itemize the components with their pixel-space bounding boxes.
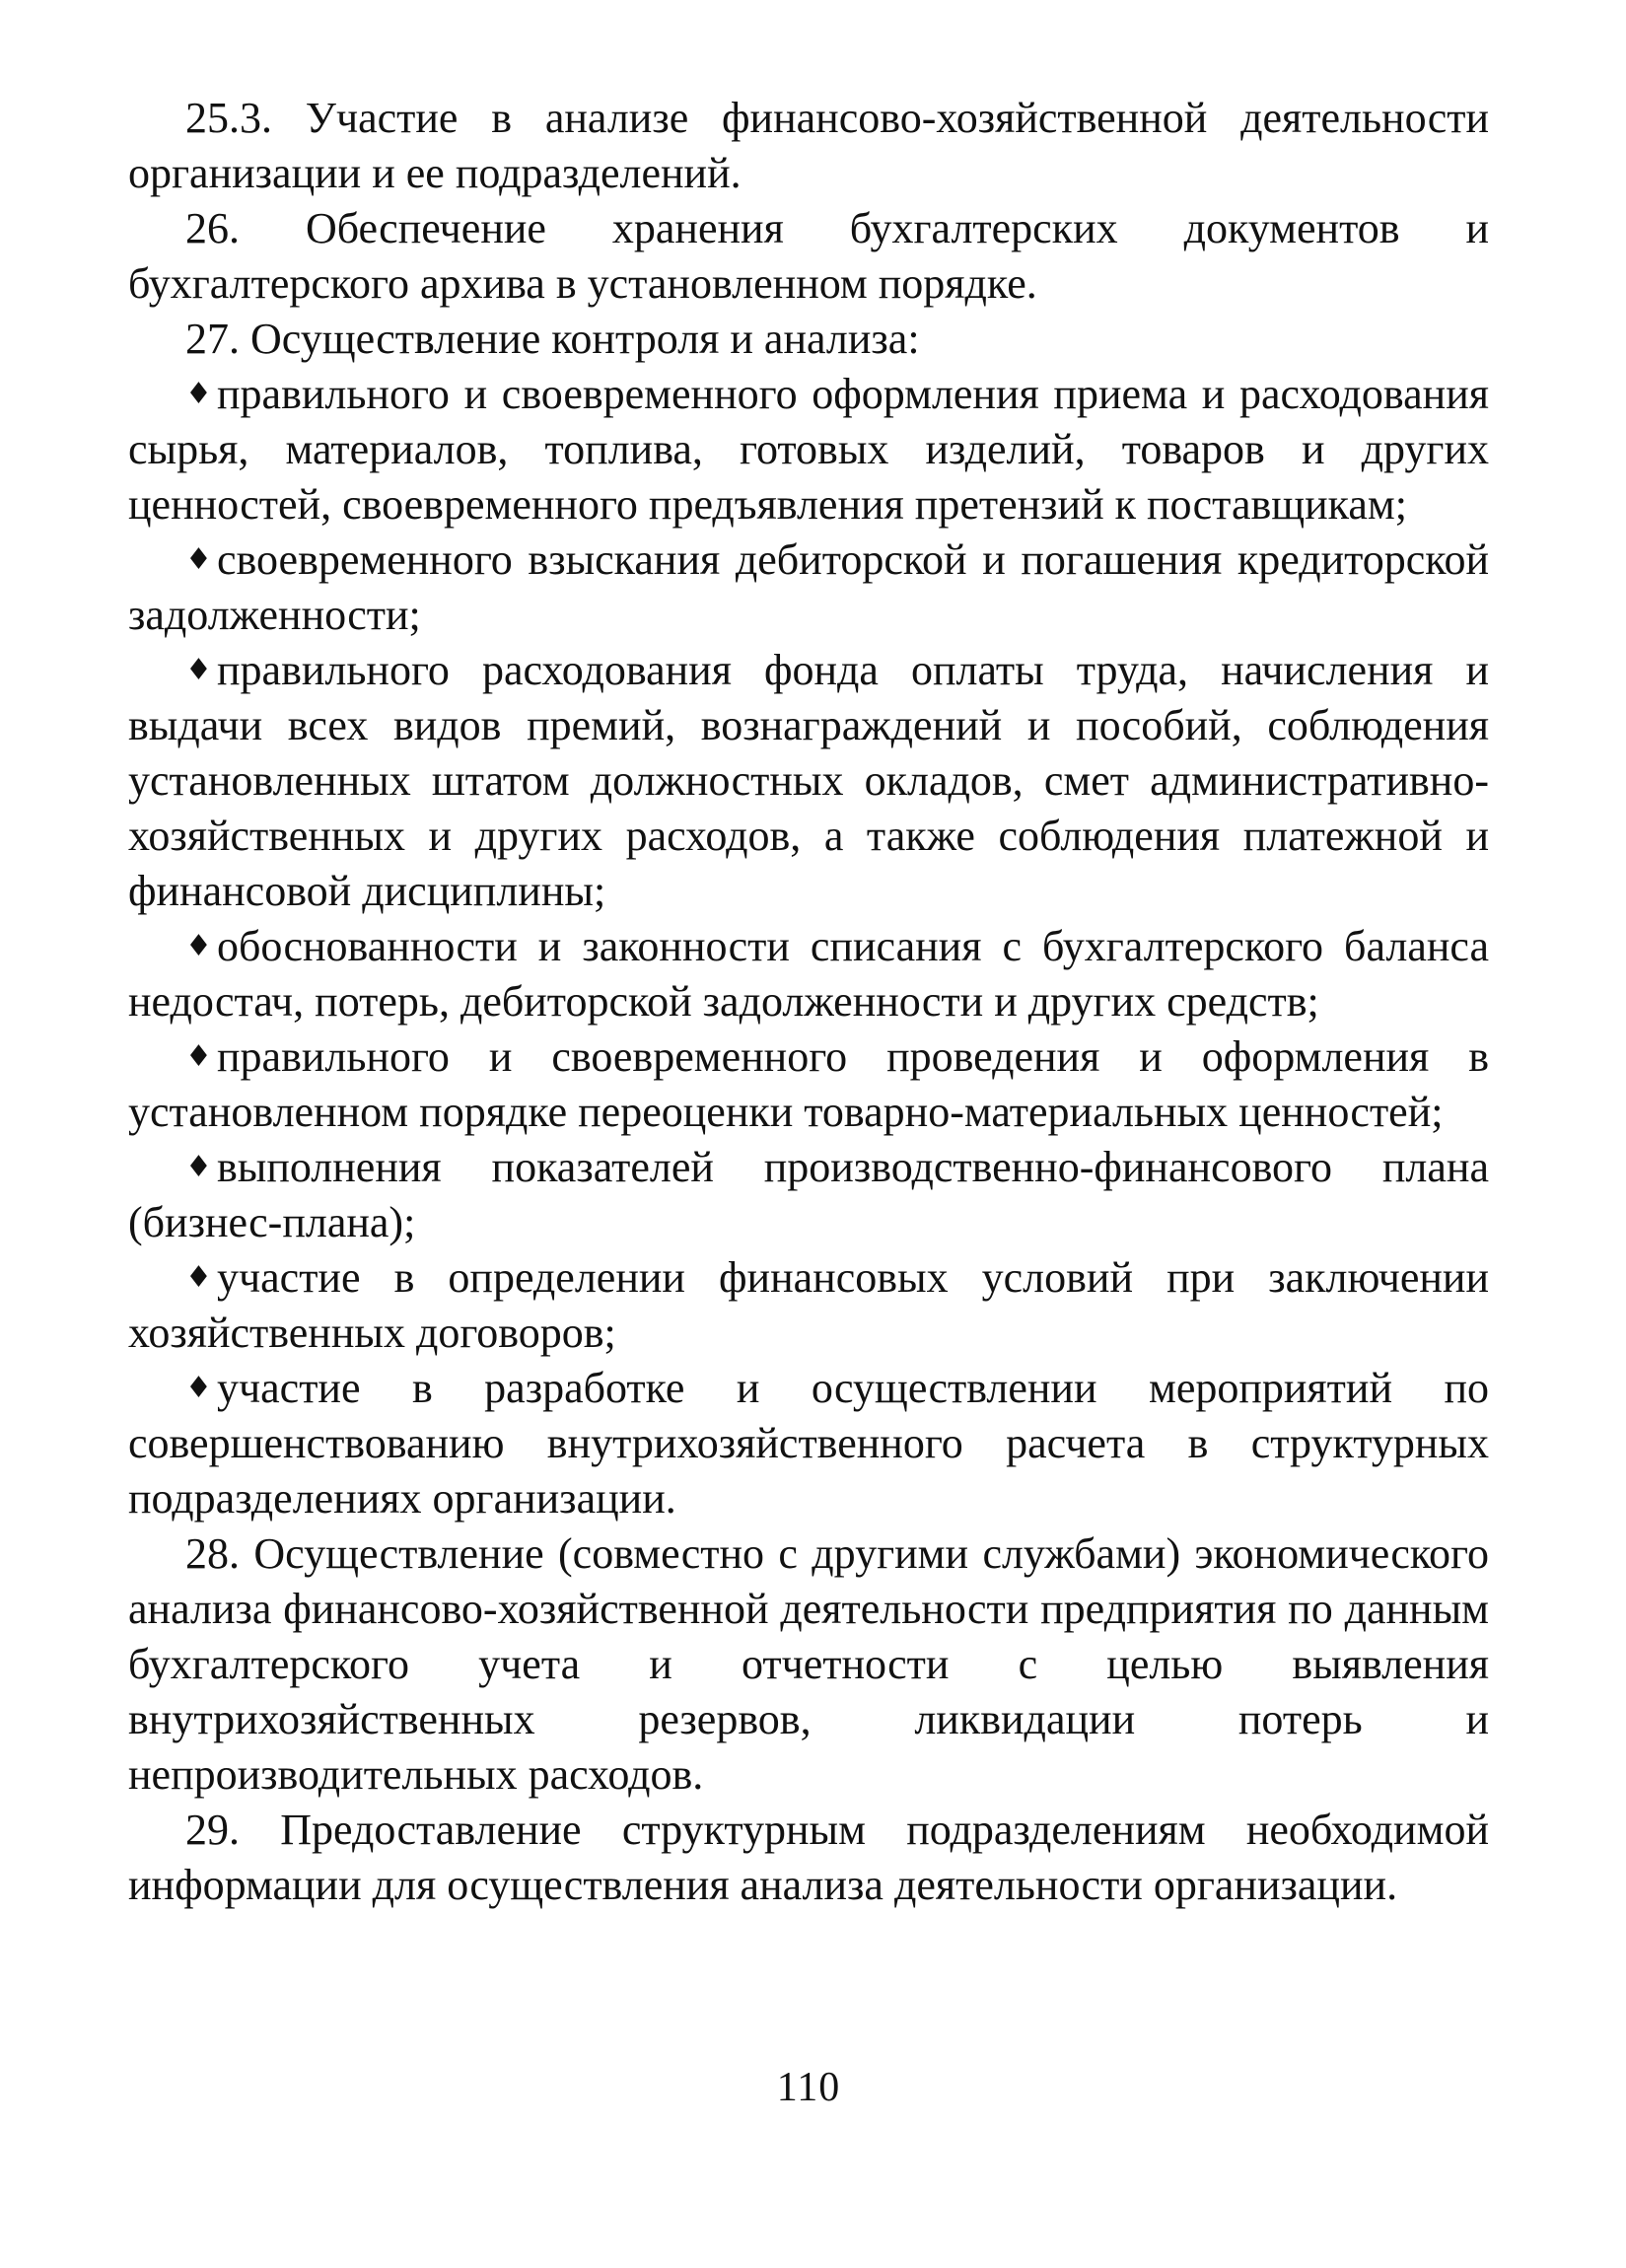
bullet-item-text: своевременного взыскания дебиторской и погашения кредиторской задолженности;	[128, 535, 1489, 639]
bullet-item-4	[128, 919, 1489, 1029]
bullet-item-8	[128, 1361, 1489, 1526]
bullet-item-5	[128, 1029, 1489, 1140]
diamond-bullet-icon: ♦	[185, 929, 212, 963]
diamond-bullet-icon: ♦	[185, 653, 212, 687]
diamond-bullet-icon: ♦	[185, 1039, 212, 1074]
bullet-item-text: участие в определении финансовых условий при заключении хозяйственных договоров;	[128, 1253, 1489, 1357]
bullet-item-text: правильного и своевременного оформления приема и расходования сырья, материалов, топлива, готовых изделий, товаров и других ценностей, своевременного предъявления претензий к поставщикам;	[128, 370, 1489, 529]
diamond-bullet-icon: ♦	[185, 542, 212, 577]
document-page	[128, 91, 1489, 2268]
bullet-item-2	[128, 532, 1489, 643]
paragraph-28: 28. Осуществление (совместно с другими службами) экономического анализа финансово-хозяйственной деятельности предприятия по данным бухгалтерского учета и отчетности с целью выявления внутрихозяйственных резервов, ликвидации потерь и непроизводительных расходов.	[128, 1529, 1489, 1799]
bullet-item-7	[128, 1250, 1489, 1361]
bullet-item-text: правильного и своевременного проведения и оформления в установленном порядке переоценки товарно-материальных ценностей;	[128, 1032, 1489, 1136]
paragraph-29: 29. Предоставление структурным подразделениям необходимой информации для осуществления анализа деятельности организации.	[128, 1806, 1489, 1909]
bullet-item-1	[128, 367, 1489, 532]
document-body	[128, 91, 1489, 1913]
paragraph-25-3: 25.3. Участие в анализе финансово-хозяйственной деятельности организации и ее подразделений.	[128, 94, 1489, 197]
bullet-item-text: обоснованности и законности списания с бухгалтерского баланса недостач, потерь, дебиторской задолженности и других средств;	[128, 922, 1489, 1026]
diamond-bullet-icon: ♦	[185, 377, 212, 411]
bullet-item-text: правильного расходования фонда оплаты труда, начисления и выдачи всех видов премий, вознаграждений и пособий, соблюдения установленных штатом должностных окладов, смет административно-хозяйственных и других расходов, а также соблюдения платежной и финансовой дисциплины;	[128, 646, 1489, 915]
diamond-bullet-icon: ♦	[185, 1371, 212, 1405]
bullet-item-6	[128, 1140, 1489, 1250]
bullet-item-3	[128, 643, 1489, 919]
paragraph-27: 27. Осуществление контроля и анализа:	[185, 315, 920, 363]
paragraph-26: 26. Обеспечение хранения бухгалтерских документов и бухгалтерского архива в установленном порядке.	[128, 204, 1489, 308]
diamond-bullet-icon: ♦	[185, 1150, 212, 1184]
bullet-item-text: участие в разработке и осуществлении мероприятий по совершенствованию внутрихозяйственного расчета в структурных подразделениях организации.	[128, 1364, 1489, 1523]
bullet-item-text: выполнения показателей производственно-финансового плана (бизнес-плана);	[128, 1143, 1489, 1246]
page-number: 110	[776, 2065, 841, 2110]
diamond-bullet-icon: ♦	[185, 1260, 212, 1295]
